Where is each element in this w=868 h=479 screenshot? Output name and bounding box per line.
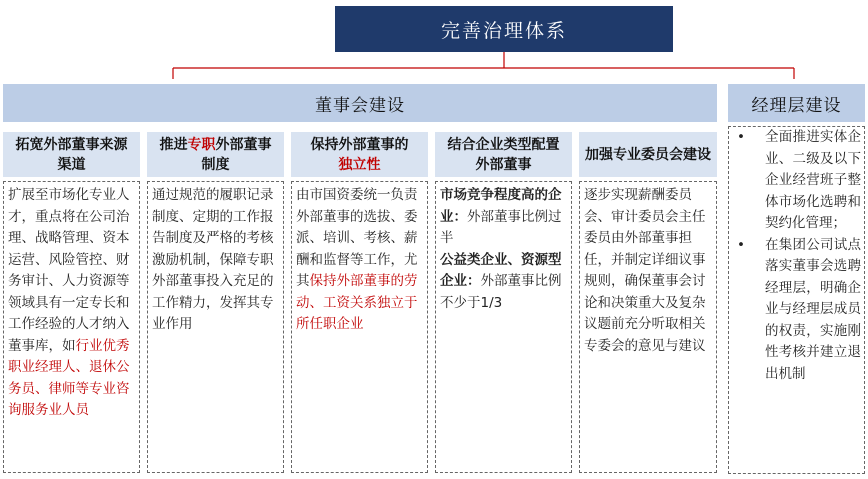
governance-title: 完善治理体系 (335, 6, 673, 52)
body-highlight: 保持外部董事的劳动、工资关系独立于所任职企业 (296, 273, 418, 332)
column-head-director-independence (291, 132, 428, 177)
column-head-special-committees (579, 132, 717, 177)
bullet-icon: • (737, 129, 745, 145)
body-text: 扩展至市场化专业人才，重点将在公司治理、战略管理、资本运营、风险管控、财务审计、人力资源等领域具有一定专长和工作经验的人才纳入董事库，如 (8, 187, 130, 354)
body-text: 逐步实现薪酬委员会、审计委员会主任委员由外部董事担任，并制定详细议事规则，确保董事会讨论和决策重大及复杂议题前充分听取相关专委会的意见与建议 (584, 187, 706, 354)
manager-item-list (731, 127, 861, 385)
column-head-enterprise-type (435, 132, 572, 177)
column-body-enterprise-type (435, 181, 572, 473)
bullet-icon: • (737, 236, 745, 253)
body-text: 外部董事比例不少于1/3 (440, 273, 562, 311)
column-head-full-time-director (147, 132, 284, 177)
column-head-highlight: 独立性 (338, 156, 381, 173)
body-bold: 市场竞争程度高的企业： (440, 187, 562, 225)
column-body-special-committees (579, 181, 717, 473)
column-head-text: 加强专业委员会建设 (585, 146, 711, 163)
column-head-external-director-channels (3, 132, 140, 177)
column-body-director-independence (291, 181, 428, 473)
manager-item: • 在集团公司试点落实董事会选聘经理层，明确企业与经理层成员的权责，实施刚性考核并建立退出机制 (737, 236, 861, 382)
connector-lines (0, 0, 868, 90)
manager-item: • 全面推进实体企业、二级及以下企业经营班子整体市场化选聘和契约化管理； (737, 129, 861, 231)
body-text: 由市国资委统一负责外部董事的选拔、委派、培训、考核、薪酬和监督等工作，尤其 (296, 187, 418, 289)
column-head-text: 结合企业类型配置外部董事 (447, 136, 560, 173)
body-highlight: 行业优秀职业经理人、退休公务员、律师等专业咨询服务业人员 (8, 337, 130, 418)
column-body-external-director-channels (3, 181, 140, 473)
board-construction-band: 董事会建设 (3, 84, 717, 122)
column-head-highlight: 专职 (187, 136, 216, 153)
column-body-full-time-director (147, 181, 284, 473)
body-bold: 公益类企业、资源型企业： (440, 251, 562, 289)
manager-construction-box (728, 126, 865, 474)
manager-construction-band: 经理层建设 (728, 84, 865, 122)
body-text: 通过规范的履职记录制度、定期的工作报告制度及严格的考核激励机制，保障专职外部董事投入充足的工作精力，发挥其专业作用 (152, 187, 274, 332)
column-head-text: 推进专职外部董事制度 (159, 136, 272, 173)
column-head-text: 保持外部董事的 独立性 (310, 136, 409, 173)
body-text: 外部董事比例过半 (440, 208, 562, 246)
column-head-text: 拓宽外部董事来源渠道 (15, 136, 128, 173)
